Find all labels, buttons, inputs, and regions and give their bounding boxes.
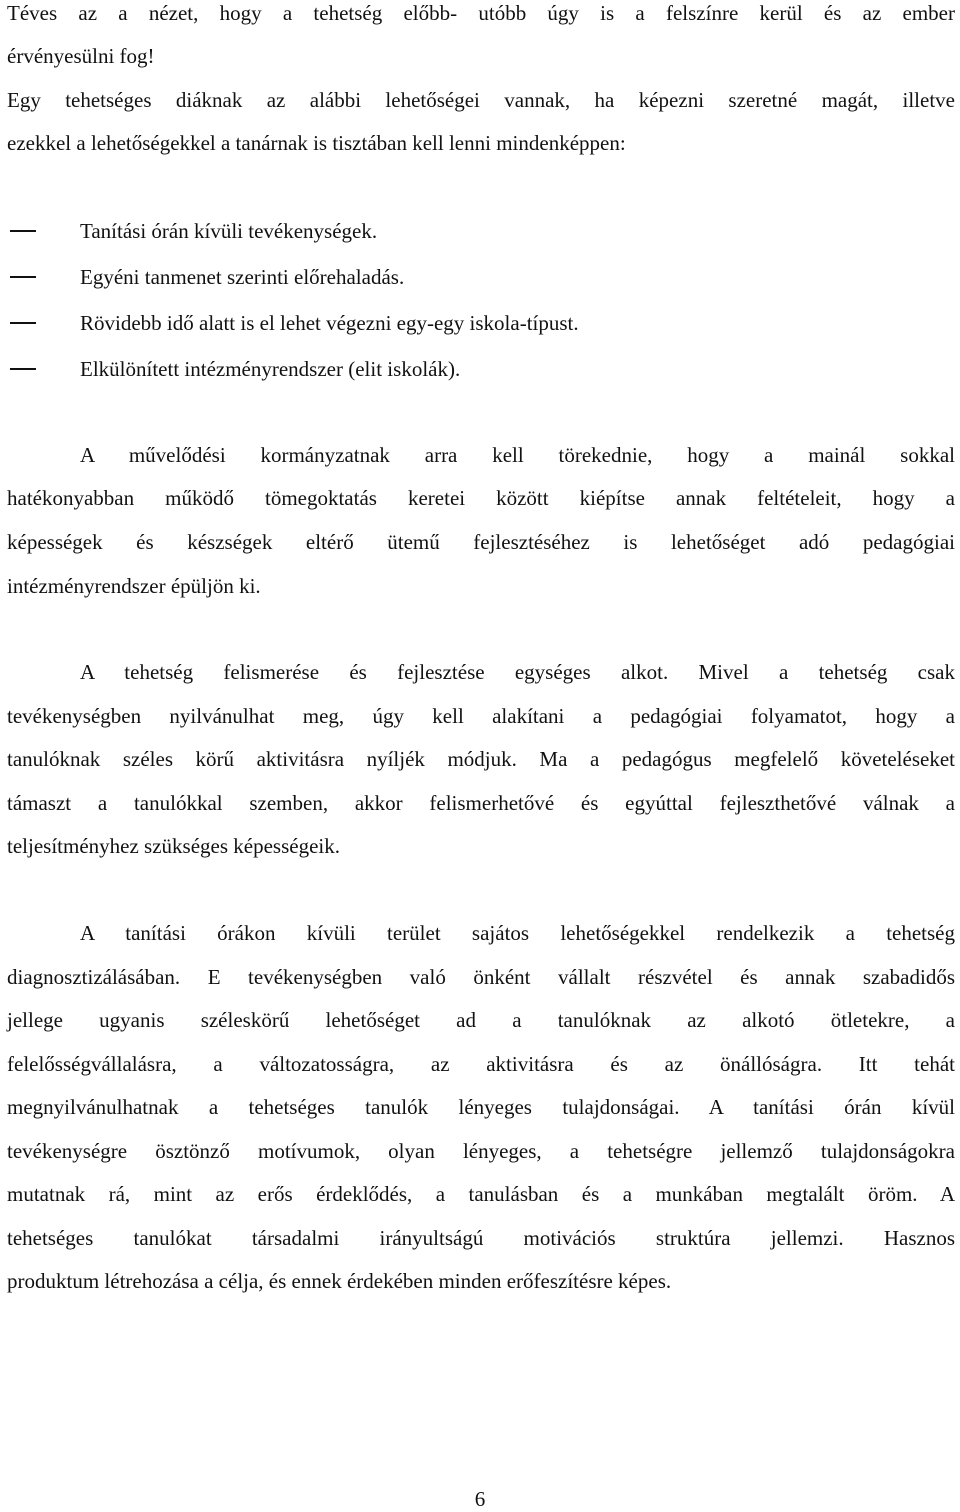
list-item-text: Egyéni tanmenet szerinti előrehaladás. [80, 265, 405, 289]
paragraph-line: A tehetség felismerése és fejlesztése egységes alkot. Mivel a tehetség csak [80, 660, 955, 684]
intro-line: ezekkel a lehetőségekkel a tanárnak is tisztában kell lenni mindenképpen: [7, 131, 626, 155]
list-item [10, 264, 405, 290]
paragraph-line: tehetséges tanulókat társadalmi irányultságú motivációs struktúra jellemzi. Hasznos [7, 1226, 955, 1250]
paragraph-line: képességek és készségek eltérő ütemű fejlesztéséhez is lehetőséget adó pedagógiai [7, 530, 955, 554]
list-item [10, 310, 579, 336]
list-item [10, 356, 461, 382]
paragraph-line: intézményrendszer épüljön ki. [7, 574, 261, 598]
paragraph-line: támaszt a tanulókkal szemben, akkor felismerhetővé és egyúttal fejleszthetővé válnak a [7, 791, 955, 815]
intro-line: Téves az a nézet, hogy a tehetség előbb- utóbb úgy is a felszínre kerül és az ember [7, 1, 955, 25]
list-item-text: Tanítási órán kívüli tevékenységek. [80, 219, 378, 243]
paragraph-line: jellege ugyanis széleskörű lehetőséget ad a tanulóknak az alkotó ötletekre, a [7, 1008, 955, 1032]
dash-bullet-icon [10, 368, 36, 370]
paragraph-line: hatékonyabban működő tömegoktatás keretei között kiépítse annak feltételeit, hogy a [7, 486, 955, 510]
paragraph-line: tanulóknak széles körű aktivitásra nyíljék módjuk. Ma a pedagógus megfelelő követeléseket [7, 747, 955, 771]
list-item [10, 218, 378, 244]
dash-bullet-icon [10, 322, 36, 324]
dash-bullet-icon [10, 276, 36, 278]
paragraph-line: mutatnak rá, mint az erős érdeklődés, a tanulásban és a munkában megtalált öröm. A [7, 1182, 955, 1206]
paragraph-line: tevékenységre ösztönző motívumok, olyan lényeges, a tehetségre jellemző tulajdonságokra [7, 1139, 955, 1163]
paragraph-line: tevékenységben nyilvánulhat meg, úgy kell alakítani a pedagógiai folyamatot, hogy a [7, 704, 955, 728]
paragraph-line: A tanítási órákon kívüli terület sajátos lehetőségekkel rendelkezik a tehetség [80, 921, 955, 945]
paragraph-line: produktum létrehozása a célja, és ennek érdekében minden erőfeszítésre képes. [7, 1269, 672, 1293]
list-item-text: Rövidebb idő alatt is el lehet végezni egy-egy iskola-típust. [80, 311, 579, 335]
list-item-text: Elkülönített intézményrendszer (elit iskolák). [80, 357, 461, 381]
paragraph-line: teljesítményhez szükséges képességeik. [7, 834, 340, 858]
intro-line: Egy tehetséges diáknak az alábbi lehetőségei vannak, ha képezni szeretné magát, illetve [7, 88, 955, 112]
intro-line: érvényesülni fog! [7, 44, 155, 68]
paragraph-line: megnyilvánulhatnak a tehetséges tanulók lényeges tulajdonságai. A tanítási órán kívül [7, 1095, 955, 1119]
page-number: 6 [474, 1487, 486, 1511]
paragraph-line: diagnosztizálásában. E tevékenységben való önként vállalt részvétel és annak szabadidős [7, 965, 955, 989]
paragraph-line: felelősségvállalásra, a változatosságra, az aktivitásra és az önállóságra. Itt tehát [7, 1052, 955, 1076]
paragraph-line: A művelődési kormányzatnak arra kell törekednie, hogy a mainál sokkal [80, 443, 955, 467]
dash-bullet-icon [10, 230, 36, 232]
